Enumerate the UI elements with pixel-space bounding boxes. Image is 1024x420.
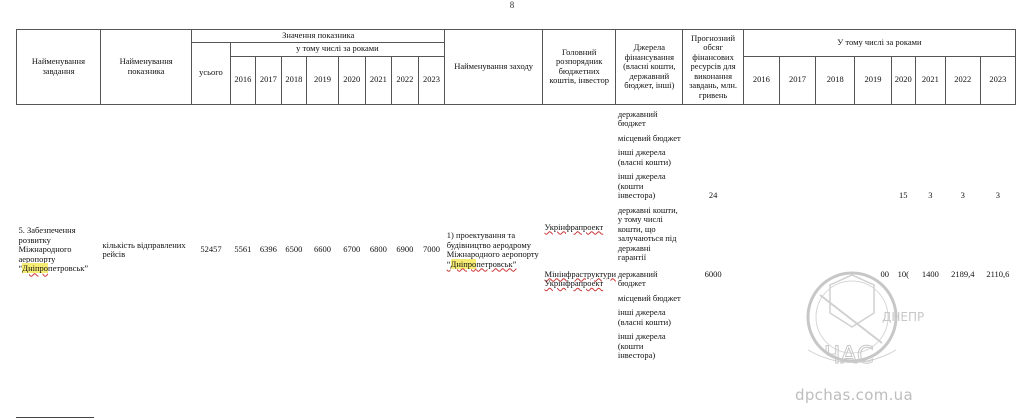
- manager-1-cell: [543, 104, 616, 268]
- year-value: 6396: [259, 244, 277, 255]
- measure-end-suffix: петровськ”: [476, 258, 517, 269]
- watermark-logo: [790, 255, 930, 405]
- header-forecast: Прогнозний обсяг фінансових ресурсів для виконання завдань, млн. гривень: [683, 30, 744, 105]
- header-year: 2022: [392, 56, 419, 104]
- header-total: усього: [192, 42, 230, 104]
- page-number: 8: [509, 0, 515, 10]
- source-item: місцевий бюджет: [617, 292, 681, 303]
- header-year-2: 2020: [891, 56, 915, 104]
- investor-2022: 3: [960, 189, 965, 200]
- year-value: 6900: [396, 244, 414, 255]
- task-highlight: Дніпро: [22, 263, 49, 274]
- header-manager: Головний розпорядник бюджетних коштів, інвестор: [543, 30, 616, 105]
- year-value: 7000: [422, 244, 440, 255]
- state-2019: 00: [880, 268, 890, 279]
- source-item: інші джерела (власні кошти): [617, 147, 671, 167]
- year-value: 5561: [234, 244, 252, 255]
- manager-2-a: Мінінфраструктури: [544, 268, 616, 279]
- header-funding-sources: Джерела фінансування (власні кошти, державний бюджет, інші): [616, 30, 683, 105]
- task-suffix: петровськ”: [48, 263, 89, 274]
- measure-highlight: Дніпро: [450, 258, 477, 269]
- source-item: інші джерела (власні кошти): [617, 307, 671, 327]
- watermark-brand: ДНЕПР: [882, 310, 925, 324]
- header-year: 2020: [338, 56, 365, 104]
- watermark-site: dpchas.com.ua: [795, 386, 913, 404]
- manager-2-cell: [543, 268, 616, 366]
- source-item: місцевий бюджет: [617, 132, 681, 143]
- header-year: 2016: [230, 56, 256, 104]
- source-item: державний бюджет: [617, 268, 658, 288]
- year-value: 6700: [343, 244, 361, 255]
- source-item: державні кошти, у тому числі кошти, що залучаються під державні гарантії: [617, 204, 678, 262]
- header-task-name: Найменування завдання: [17, 30, 101, 105]
- indicator-cell: кількість відправлених рейсів: [102, 239, 186, 259]
- manager-1: Укрінфрапроект: [544, 221, 604, 232]
- header-year: 2019: [307, 56, 339, 104]
- header-year: 2023: [418, 56, 445, 104]
- investor-2020: 15: [899, 189, 908, 200]
- source-item: інші джерела (кошти інвестора): [617, 171, 666, 200]
- header-measure-name: Найменування заходу: [445, 30, 543, 105]
- forecast-state: 6000: [704, 268, 722, 279]
- header-year-2: 2016: [743, 56, 779, 104]
- investor-2021: 3: [928, 189, 933, 200]
- year-value: 6800: [369, 244, 387, 255]
- header-year-2: 2021: [915, 56, 945, 104]
- header-year-2: 2022: [945, 56, 980, 104]
- state-2023: 2110,6: [986, 268, 1010, 279]
- total-value: 52457: [200, 244, 222, 255]
- task-cell: [17, 104, 101, 366]
- measure-cell: [445, 104, 543, 366]
- sources-group-1: [616, 104, 683, 268]
- watermark-letters: ЧАС: [824, 341, 874, 369]
- header-year-2: 2023: [980, 56, 1015, 104]
- state-2020: 10(: [897, 268, 909, 279]
- task-prefix: 5. Забезпечення розвитку Міжнародного аеропорту “: [18, 225, 76, 274]
- header-year-2: 2017: [779, 56, 815, 104]
- measure-end-prefix: “: [446, 258, 451, 269]
- state-2022: 2189,4: [951, 268, 975, 279]
- header-indicator-values: Значення показника: [192, 30, 445, 43]
- state-2021: 1400: [921, 268, 939, 279]
- header-year-2: 2019: [855, 56, 891, 104]
- source-item: державний бюджет: [617, 108, 658, 128]
- year-value: 6500: [285, 244, 303, 255]
- source-item: інші джерела (кошти інвестора): [617, 331, 666, 360]
- header-year: 2021: [365, 56, 392, 104]
- measure-main: 1) проектування та будівництво аеродрому Міжнародного аеропорту: [446, 230, 539, 259]
- footnote-rule: [16, 417, 94, 418]
- header-incl-by-years: у тому числі за роками: [230, 42, 445, 56]
- header-incl-by-years-2: У тому числі за роками: [743, 30, 1015, 57]
- header-year: 2018: [281, 56, 307, 104]
- header-year: 2017: [256, 56, 282, 104]
- manager-2-b: Укрінфрапроект: [544, 278, 604, 288]
- investor-2023: 3: [995, 189, 1001, 200]
- year-value: 6600: [314, 244, 332, 255]
- header-year-2: 2018: [816, 56, 855, 104]
- sources-group-2: [616, 268, 683, 366]
- forecast-investor: 24: [708, 189, 718, 200]
- header-indicator-name: Найменування показника: [100, 30, 191, 105]
